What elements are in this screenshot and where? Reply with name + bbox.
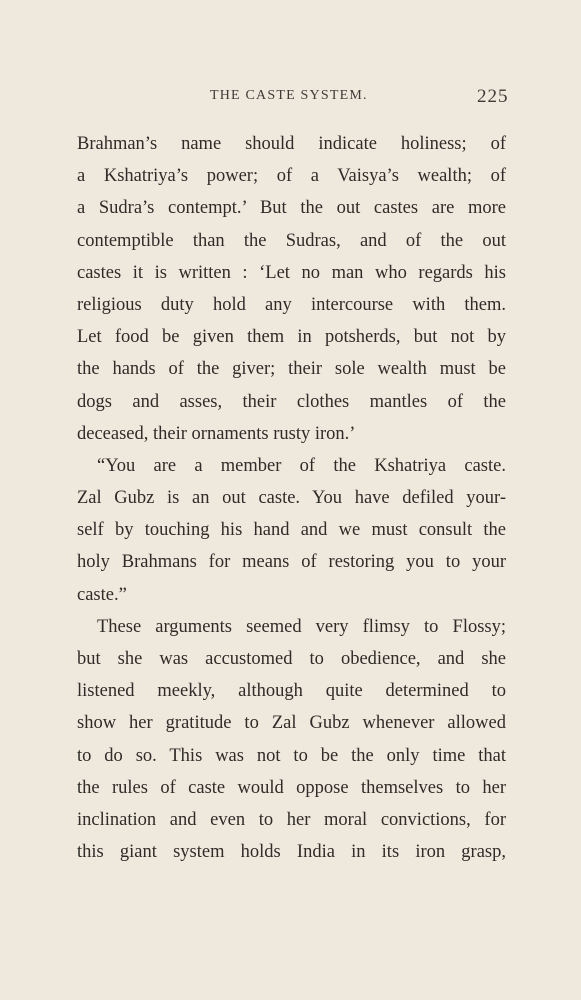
text-line: self by touching his hand and we must consult the <box>77 520 506 541</box>
text-line: to do so. This was not to be the only time that <box>77 745 506 766</box>
page-number: 225 <box>477 86 509 107</box>
text-line: caste.” <box>77 584 127 605</box>
text-line: listened meekly, although quite determined to <box>77 681 506 702</box>
text-line: deceased, their ornaments rusty iron.’ <box>77 423 356 444</box>
text-line: Let food be given them in potsherds, but not by <box>77 327 506 348</box>
text-line: Zal Gubz is an out caste. You have defiled your- <box>77 488 506 509</box>
text-line: this giant system holds India in its iron grasp, <box>77 842 506 863</box>
page-header <box>0 86 581 110</box>
text-line: dogs and asses, their clothes mantles of the <box>77 391 506 412</box>
text-line: inclination and even to her moral convictions, for <box>77 809 506 830</box>
text-line: These arguments seemed very flimsy to Flossy; <box>97 616 506 637</box>
text-line: the rules of caste would oppose themselves to her <box>77 777 506 798</box>
text-line: castes it is written : ‘Let no man who regards his <box>77 262 506 283</box>
text-line: Brahman’s name should indicate holiness; of <box>77 134 506 154</box>
text-line: the hands of the giver; their sole wealth must be <box>77 359 506 380</box>
text-line: “You are a member of the Kshatriya caste. <box>97 455 506 476</box>
text-line: but she was accustomed to obedience, and she <box>77 649 506 669</box>
body-text <box>77 128 506 868</box>
text-line: contemptible than the Sudras, and of the out <box>77 230 506 251</box>
running-head: THE CASTE SYSTEM. <box>210 88 368 103</box>
text-line: a Sudra’s contempt.’ But the out castes are more <box>77 198 506 219</box>
text-line: a Kshatriya’s power; of a Vaisya’s wealth; of <box>77 166 506 187</box>
text-line: show her gratitude to Zal Gubz whenever allowed <box>77 713 506 734</box>
text-line: holy Brahmans for means of restoring you to your <box>77 552 506 573</box>
text-line: religious duty hold any intercourse with them. <box>77 294 506 315</box>
